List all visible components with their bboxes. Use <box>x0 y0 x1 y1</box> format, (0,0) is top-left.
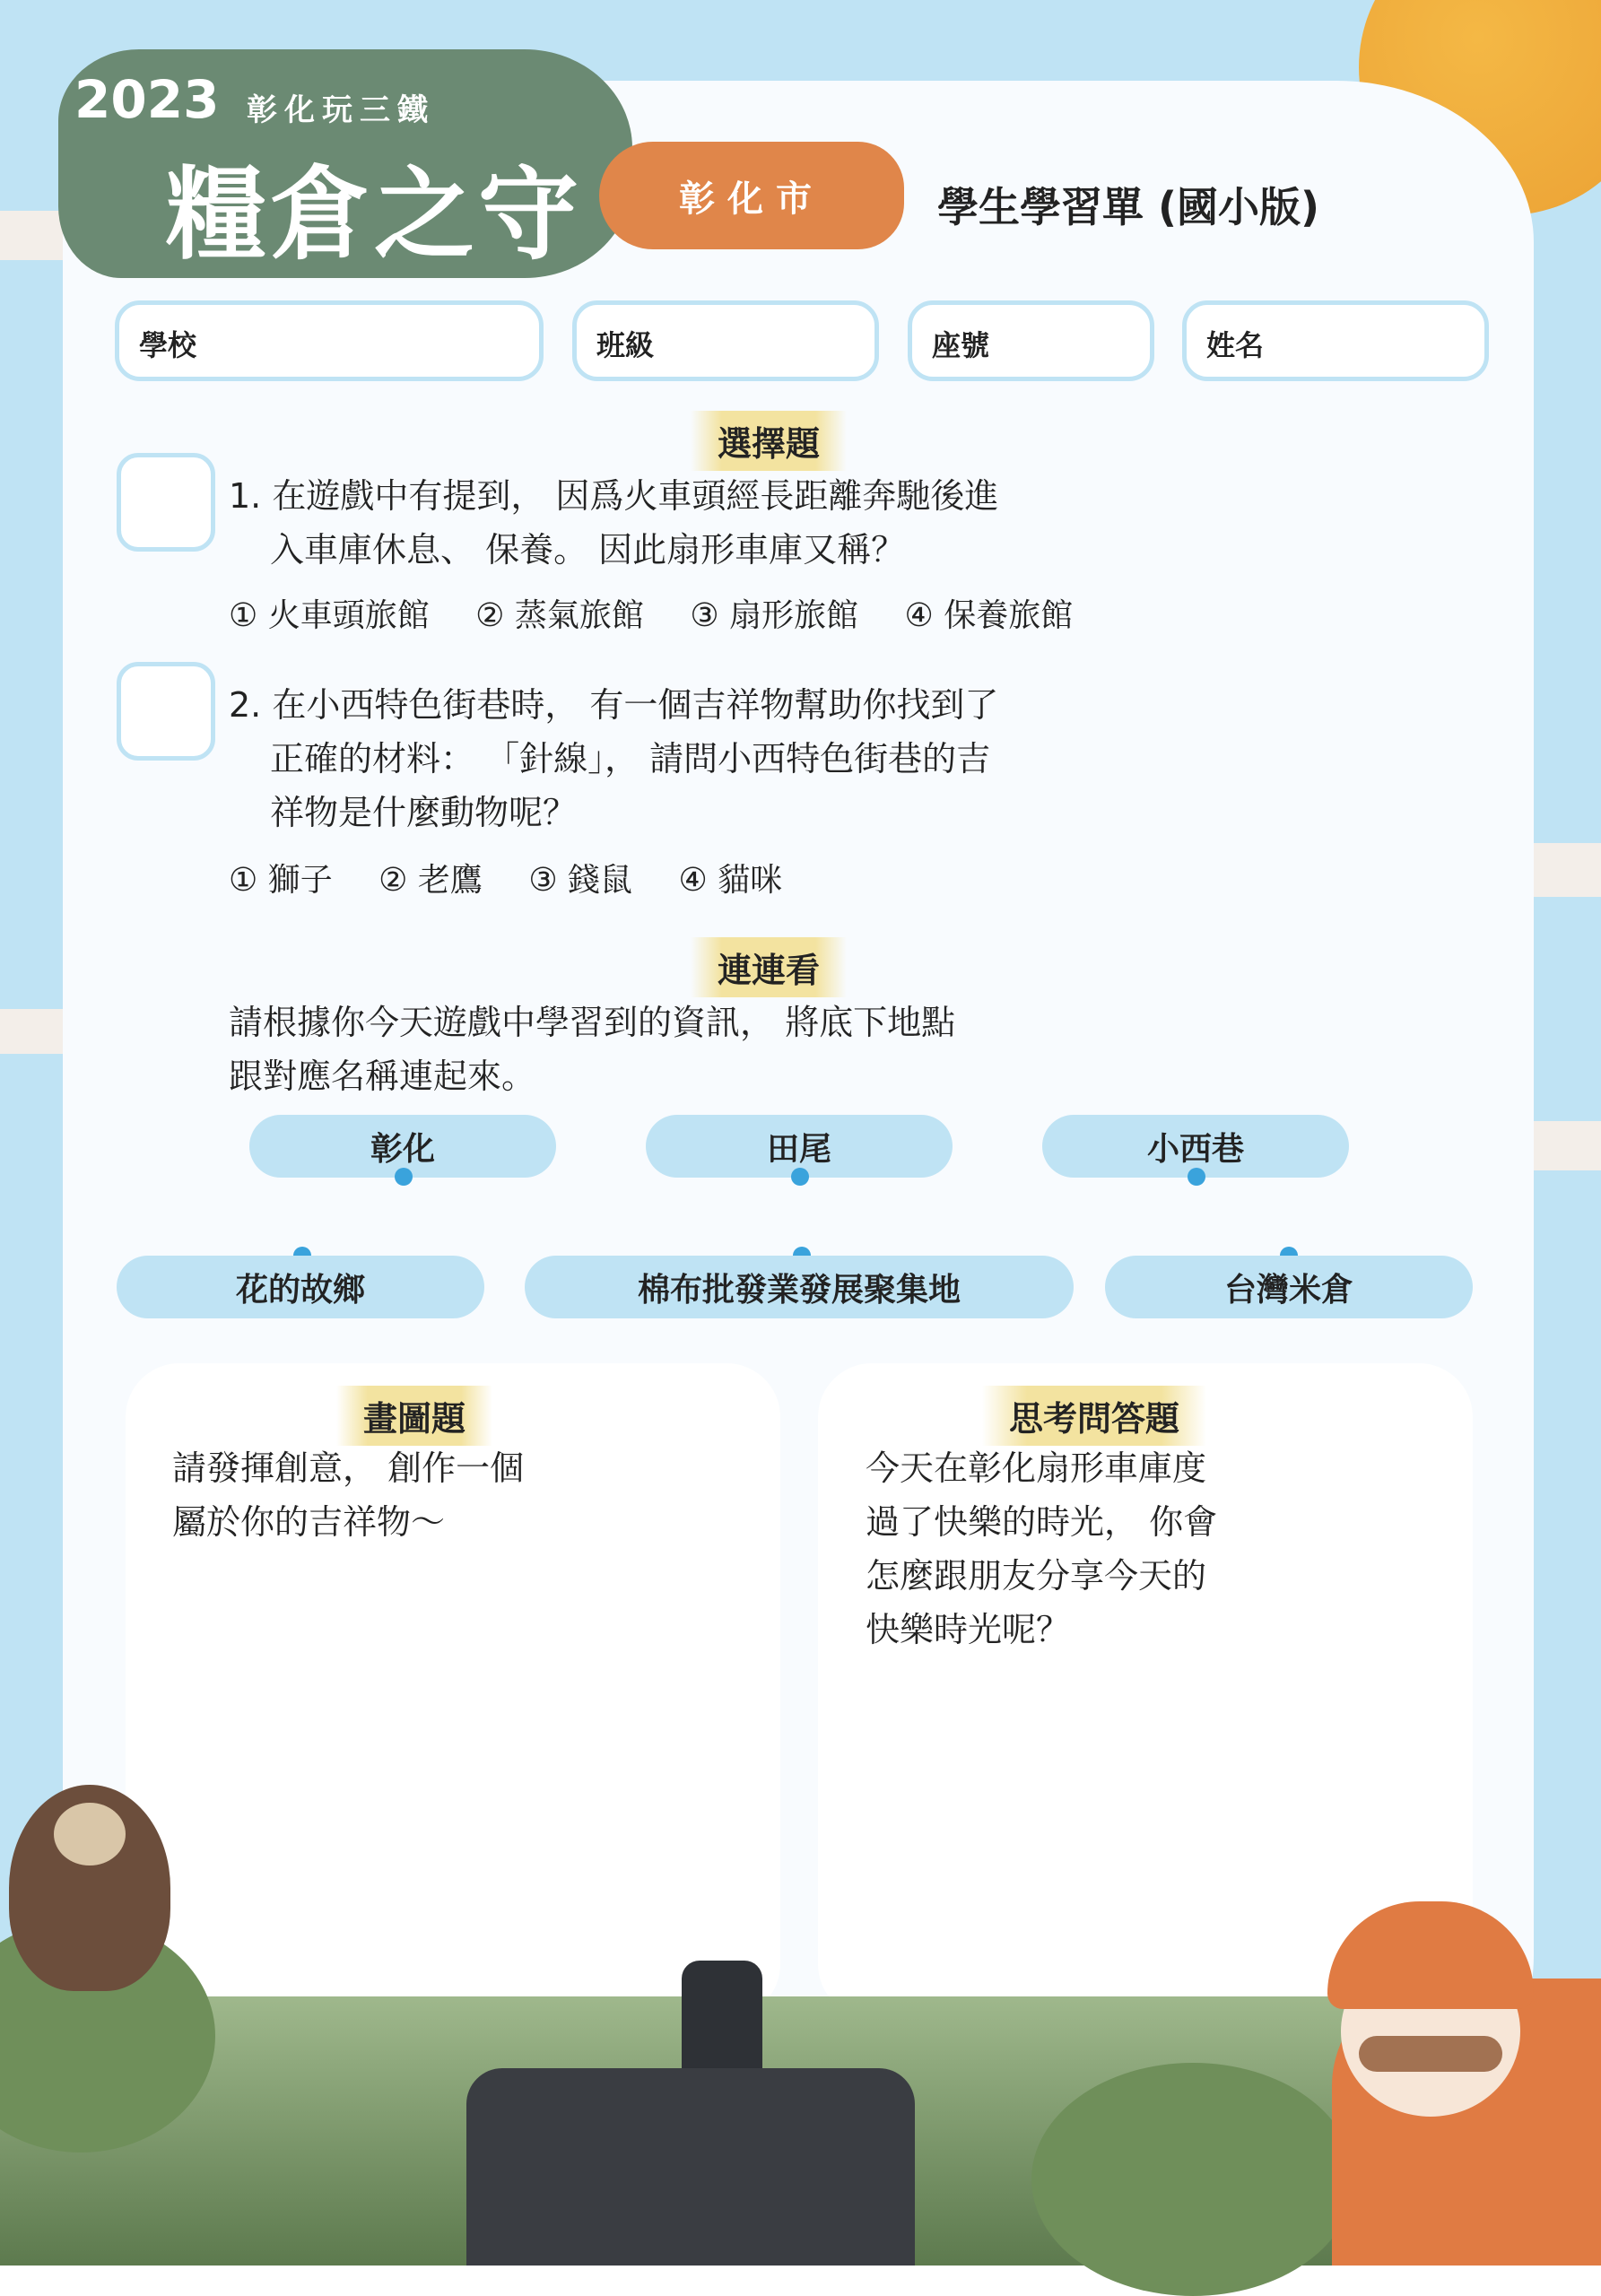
option: ④ 保養旅館 <box>904 597 1074 634</box>
connector-dot[interactable] <box>1188 1168 1205 1186</box>
place-changhua[interactable]: 彰化 <box>249 1115 556 1178</box>
logo-subtitle: 彰化玩三鐵 <box>247 92 435 128</box>
drawing-prompt-line-2: 屬於你的吉祥物～ <box>172 1502 446 1542</box>
name-field[interactable]: 姓名 <box>1182 300 1489 381</box>
thinking-prompt-line-2: 過了快樂的時光， 你會 <box>866 1502 1218 1542</box>
class-field[interactable]: 班級 <box>572 300 879 381</box>
question-1 <box>229 469 998 577</box>
name-cotton-wholesale-hub[interactable]: 棉布批發業發展聚集地 <box>525 1256 1074 1318</box>
matching-instructions <box>229 996 955 1103</box>
question-2-line-2: 正確的材料： 「針線」， 請問小西特色街巷的吉 <box>270 739 991 778</box>
question-2-line-1: 2. 在小西特色街巷時， 有一個吉祥物幫助你找到了 <box>229 685 999 725</box>
drawing-prompt-line-1: 請發揮創意， 創作一個 <box>172 1448 525 1488</box>
question-2-options <box>229 855 818 900</box>
option: ① 獅子 <box>229 862 333 899</box>
matching-title: 連連看 <box>691 937 847 997</box>
option: ② 老鷹 <box>378 862 483 899</box>
sheet-title: 學生學習單 (國小版) <box>937 183 1320 231</box>
train-illustration <box>466 2068 915 2266</box>
option: ② 蒸氣旅館 <box>475 597 644 634</box>
connector-dot[interactable] <box>395 1168 413 1186</box>
school-field[interactable]: 學校 <box>115 300 544 381</box>
event-logo <box>58 49 632 278</box>
logo-year: 2023 <box>74 69 220 130</box>
seat-number-field[interactable]: 座號 <box>908 300 1154 381</box>
city-badge: 彰化市 <box>599 142 904 249</box>
question-1-options <box>229 590 1109 636</box>
thinking-prompt-line-3: 怎麼跟朋友分享今天的 <box>866 1556 1207 1596</box>
option: ① 火車頭旅館 <box>229 597 430 634</box>
tree-illustration <box>1031 2063 1354 2296</box>
thinking-prompt <box>866 1441 1217 1657</box>
thinking-prompt-line-4: 快樂時光呢？ <box>866 1610 1071 1649</box>
connector-dot[interactable] <box>791 1168 809 1186</box>
conductor-mustache-illustration <box>1359 2036 1502 2072</box>
question-1-line-2: 入車庫休息、 保養。 因此扇形車庫又稱？ <box>270 530 906 570</box>
thinking-title: 思考問答題 <box>982 1386 1206 1446</box>
bird-face-illustration <box>54 1803 126 1866</box>
name-flower-hometown[interactable]: 花的故鄉 <box>117 1256 484 1318</box>
drawing-title: 畫圖題 <box>336 1386 492 1446</box>
option: ③ 扇形旅館 <box>690 597 859 634</box>
multiple-choice-title: 選擇題 <box>691 411 847 471</box>
matching-instructions-line-1: 請根據你今天遊戲中學習到的資訊， 將底下地點 <box>229 1003 956 1042</box>
option: ③ 錢鼠 <box>528 862 633 899</box>
question-1-line-1: 1. 在遊戲中有提到， 因爲火車頭經長距離奔馳後進 <box>229 476 999 516</box>
train-chimney-illustration <box>682 1961 762 2086</box>
answer-box-2[interactable] <box>117 662 215 761</box>
question-2 <box>229 678 998 839</box>
matching-instructions-line-2: 跟對應名稱連起來。 <box>229 1057 536 1096</box>
logo-title: 糧倉之守 <box>166 156 582 274</box>
place-xiaoxi-alley[interactable]: 小西巷 <box>1042 1115 1349 1178</box>
option: ④ 貓咪 <box>678 862 783 899</box>
place-tianwei[interactable]: 田尾 <box>646 1115 953 1178</box>
drawing-prompt <box>172 1441 524 1549</box>
name-taiwan-granary[interactable]: 台灣米倉 <box>1105 1256 1473 1318</box>
answer-box-1[interactable] <box>117 453 215 552</box>
question-2-line-3: 祥物是什麼動物呢？ <box>270 793 578 832</box>
thinking-prompt-line-1: 今天在彰化扇形車庫度 <box>866 1448 1207 1488</box>
